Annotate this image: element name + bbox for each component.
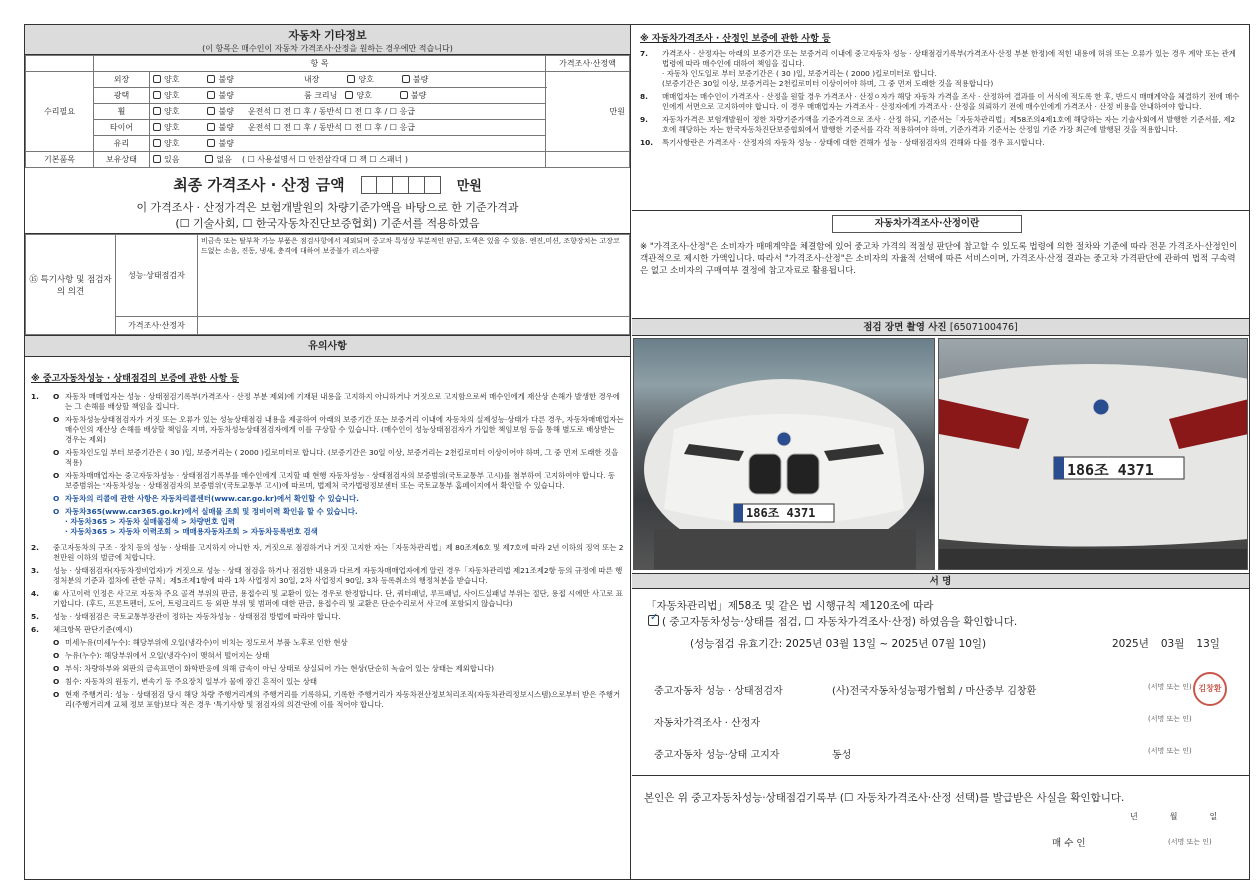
option-label: 불량 xyxy=(218,107,234,116)
date-month: 03월 xyxy=(1160,638,1185,650)
item-text: 매매업자는 매수인이 가격조사 · 산정을 원할 경우 가격조사 · 산정ㅇ자가 해당 자동차 가격을 조사 · 산정하여 결과를 이 서식에 적도록 한 후, 반드시 매매계약을 체결하기 전에 매수인에게 서면으로 고지하여야 합니다. 이 경우 매매업자는 가격조사 · 산정자에게 가격조사 · 산정을 의뢰하기 전에 매수인에게 가격조사 · 산정 비용을 안내하여야 합니다. xyxy=(662,92,1240,111)
bullet-text: 자동차의 리콜에 관한 사항은 자동차리콜센터(www.car.go.kr)에서 확인할 수 있습니다. xyxy=(65,494,359,503)
final-desc-1: 이 가격조사 · 산정가격은 보험개발원의 차량기준가액을 바탕으로 한 기준가격과 xyxy=(136,201,519,214)
photo-id: [6507100476] xyxy=(949,322,1018,333)
item-number: 9. xyxy=(640,115,648,124)
pricer-warranty-section xyxy=(632,25,1249,148)
price-header: 가격조사·산정액 xyxy=(546,56,630,72)
basic-state-label: 보유상태 xyxy=(94,152,150,168)
signer-row xyxy=(654,714,1244,729)
item-number: 3. xyxy=(31,566,39,575)
bullet: O 자동차 매매업자는 성능 · 상태점검기록부(가격조사 · 산정 부분 제외)에 기재된 내용을 고지하지 아니하거나 거짓으로 고지함으로써 매수인에게 재산상 손해가 발생한 경우에는 그 손해를 배상할 책임을 집니다. xyxy=(53,392,624,412)
signer-row xyxy=(654,746,1244,761)
item-header: 항 목 xyxy=(94,56,546,72)
car-front-illustration xyxy=(634,339,935,570)
repair-row xyxy=(150,136,546,152)
bullet: O 자동차인도일 부터 보증기간은 ( 30 )일, 보증거리는 ( 2000 )킬로미터로 합니다. (보증기간은 30일 이상, 보증거리는 2천킬로미터 이상이어야 하며, 그 중 먼저 도래한 것을 적용) xyxy=(53,448,624,468)
repair-table xyxy=(25,55,630,168)
item-text: 특기사항란은 가격조사 · 산정자의 자동차 성능 · 상태에 대한 견해가 성능 · 상태점검자의 견해와 다를 경우 표시합니다. xyxy=(662,138,1045,147)
notice-item xyxy=(640,138,1241,148)
special-notes-label: ⑮ 특기사항 및 점검자의 의견 xyxy=(26,235,116,335)
notice-item xyxy=(31,543,624,563)
item-text: 가격조사 · 산정자는 아래의 보증기간 또는 보증거리 이내에 중고자동차 성능 · 상태점검기록부(가격조사·산정 부분 한정)에 적힌 내용에 허위 또는 오류가 있는 경우 계약 또는 관계법령에 따라 매수인에 대하여 책임을 집니다. · 자동차 인도일로 부터 보증기간은 ( 30 )일, 보증거리는 ( 2000 )킬로미터로 합니다. (보증기간은 30일 이상, 보증거리는 2천킬로미터 이상이어야 하며, 그 중 먼저 도래한 것을 적용합니다) xyxy=(662,49,1236,88)
option-label: 불량 xyxy=(218,91,234,100)
pricing-definition-text: ※ "가격조사·산정"은 소비자가 매매계약을 체결함에 있어 중고차 가격의 적절성 판단에 참고할 수 있도록 법령에 의한 절차와 기준에 따라 전문 가격조사·산정인이 객관적으로 제시한 가액입니다. 따라서 "가격조사·산정"은 소비자의 자율적 선택에 따른 서비스이며, 가격조사·산정 결과는 중고차 가격판단에 관하여 법적 구속력은 없고 소비자의 구매여부 결정에 참고자료로 활용됩니다. xyxy=(640,242,1238,276)
notice-item xyxy=(31,612,624,622)
notice-body xyxy=(25,357,630,718)
repair-row xyxy=(150,104,546,120)
other-info-header xyxy=(25,25,630,55)
pricer-label: 가격조사·산정자 xyxy=(116,317,198,335)
item-number: 8. xyxy=(640,92,648,101)
repair-label: 수리필요 xyxy=(26,72,94,152)
basic-items: ( ☐ 사용설명서 ☐ 안전삼각대 ☐ 잭 ☐ 스패너 ) xyxy=(241,155,408,164)
bullet-text: 자동차 매매업자는 성능 · 상태점검기록부(가격조사 · 산정 부분 제외)에 기재된 내용을 고지하지 아니하거나 거짓으로 고지함으로써 매수인에게 재산상 손해가 발생한 경우에는 그 손해를 배상할 책임을 집니다. xyxy=(65,392,620,411)
option-label: 불량 xyxy=(410,91,427,100)
item-text: 자동차가격은 보험개발원이 정한 차량기준가액을 기준가격으로 조사 · 산정 하되, 기준서는「자동차관리법」제58조의4제1호에 해당하는 자는 기술사회에서 발행한 기준서를, 제2호에 해당하는 자는 한국자동차진단보증협회에서 발행한 기준서를 각각 적용하여야 하며, 기준가격과 기준서는 산정일 기준 가장 최근에 발행된 것을 적용합니다. xyxy=(662,115,1236,134)
bullet-text: 자동차인도일 부터 보증기간은 ( 30 )일, 보증거리는 ( 2000 )킬로미터로 합니다. (보증기간은 30일 이상, 보증거리는 2천킬로미터 이상이어야 하며, 그 중 먼저 도래한 것을 적용) xyxy=(65,448,619,467)
option-label: 양호 xyxy=(164,107,180,116)
special-notes-table xyxy=(25,234,630,335)
bullet-text: 부식: 차량하부와 외판의 금속표면이 화학반응에 의해 금속이 아닌 상태로 상실되어 가는 현상(단순히 녹슬어 있는 상태는 제외합니다) xyxy=(65,664,495,673)
date-year: 2025년 xyxy=(1112,638,1149,650)
bullet-text: 현재 주행거리: 성능 · 상태점검 당시 해당 차량 주행거리계의 주행거리를 기록하되, 기록한 주행거리가 자동차전산정보처리조직(자동차관리정보시스템)으로부터 받은 주행거리(주행거리계 교체 정보 포함)보다 적은 경우 '특기사항 및 점검자의 의견'란에 이를 적어야 합니다. xyxy=(65,690,621,709)
checkbox[interactable] xyxy=(207,123,215,131)
item-number: 4. xyxy=(31,589,39,598)
inspector-label: 성능·상태점검자 xyxy=(116,235,198,317)
notice-item xyxy=(31,589,624,609)
part-label: 유리 xyxy=(94,136,150,152)
bullet: O 자동차성능상태점검자가 거짓 또는 오류가 있는 성능상태점검 내용을 제공하여 아래의 보증기간 또는 보증거리 이내에 자동차의 실제성능·상태가 다른 경우, 자동차매매업자는 매수인의 재산상 손해를 배상할 책임을 지며, 자동차성능상태점검자에게 이를 구상할 수 있습니다. (매수인이 성능상태점검자가 가입한 책임보험 등을 통해 별도로 배상받는 경우는 제외) xyxy=(53,415,624,444)
option-label: 불량 xyxy=(218,75,234,84)
sign-date xyxy=(1112,636,1220,651)
final-price-unit: 만원 xyxy=(456,179,482,194)
part-label: 내장 xyxy=(303,75,320,84)
bullet-text: 침수: 자동차의 원동기, 변속기 등 주요장치 일부가 물에 잠긴 흔적이 있는 상태 xyxy=(65,677,318,686)
final-desc-2: (☐ 기술사회, ☐ 한국자동차진단보증협회) 기준서를 적용하였음 xyxy=(175,217,480,230)
unit-won: 만원 xyxy=(609,107,625,116)
pricing-definition-title: 자동차가격조사·산정이란 xyxy=(832,215,1022,233)
checkbox[interactable] xyxy=(153,123,161,131)
bullet-text: 자동차365(www.car365.go.kr)에서 실매물 조회 및 정비이력 확인을 할 수 있습니다. · 자동차365 > 자동차 실매물검색 > 차량번호 입력 · 자동차365 > 자동차 이력조회 > 매매용자동차조회 > 자동차등록번호 검색 xyxy=(65,507,358,536)
inspection-checkbox[interactable]: ✓ xyxy=(648,615,659,626)
option-label: 양호 xyxy=(164,123,180,132)
item-text: 성능 · 상태점검은 국토교통부장관이 정하는 자동차성능 · 상태점검 방법에 따라야 합니다. xyxy=(53,612,341,621)
item-text: ⑥ 사고이력 인정은 사고로 자동차 주요 골격 부위의 판금, 용접수리 및 교환이 있는 경우로 한정합니다. 단, 쿼터패널, 루프패널, 사이드실패널 부위는 절단, 용접 시에만 사고로 표기합니다. (후드, 프론트펜더, 도어, 트렁크리드 등 외판 부위 및 범퍼에 대한 판금, 용접수리 및 교환은 단순수리로서 사고에 포함되지 않습니다) xyxy=(53,589,623,608)
confirm-year: 년 xyxy=(1130,812,1138,821)
item-number: 6. xyxy=(31,625,39,634)
checkbox[interactable] xyxy=(205,155,213,163)
front-plate: 186조 4371 xyxy=(746,506,816,520)
rear-plate: 186조 4371 xyxy=(1067,461,1154,479)
photo-header xyxy=(632,318,1249,336)
signer-sig: (서명 또는 인) xyxy=(1148,715,1192,723)
other-info-title: 자동차 기타정보 xyxy=(288,29,367,42)
item-number: 2. xyxy=(31,543,39,552)
final-price-title: 최종 가격조사 · 산정 금액 xyxy=(173,176,345,194)
bullet: O 미세누유(미세누수): 해당부위에 오일(냉각수)이 비치는 정도로서 부품 노후로 인한 현상 xyxy=(53,638,348,647)
repair-price-cell xyxy=(546,72,630,152)
option-label: 양호 xyxy=(164,75,180,84)
option-label: 없음 xyxy=(216,155,232,164)
buyer-sig[interactable]: (서명 또는 인) xyxy=(1168,838,1212,846)
left-column xyxy=(25,25,631,879)
option-label: 양호 xyxy=(164,139,180,148)
notice-item xyxy=(31,392,624,540)
checkbox[interactable] xyxy=(207,75,215,83)
part-label: 광택 xyxy=(94,88,150,104)
item-number: 5. xyxy=(31,612,39,621)
car-front-photo xyxy=(633,338,935,570)
confirm-day: 일 xyxy=(1209,812,1218,821)
date-day: 13일 xyxy=(1196,638,1220,650)
signer-sig: (서명 또는 인) xyxy=(1148,747,1192,755)
pricing-definition-box xyxy=(632,210,1249,302)
sign-line-2-text: ( 중고자동차성능·상태를 점검, ☐ 자동차가격조사·산정) 하였음을 확인합니다. xyxy=(662,616,1018,628)
buyer-confirm: 본인은 위 중고자동차성능·상태점검기록부 (☐ 자동차가격조사·산정 선택)를 발급받은 사실을 확인합니다. xyxy=(644,792,1125,804)
bullet: O 누유(누수): 해당부위에서 오일(냉각수)이 맺혀서 떨어지는 상태 xyxy=(53,651,270,660)
option-label: 양호 xyxy=(356,91,372,100)
photo-title: 점검 장면 촬영 사진 xyxy=(863,322,947,333)
position-options: 운전석 ☐ 전 ☐ 후 / 동반석 ☐ 전 ☐ 후 / ☐ 응급 xyxy=(247,123,415,132)
signer-sig: (서명 또는 인) xyxy=(1148,683,1192,691)
option-label: 불량 xyxy=(218,123,234,132)
bullet-text: 자동차매매업자는 중고자동차성능 · 상태점검기록부를 매수인에게 고지할 때 현행 자동차성능 · 상태점검자의 보증범위(국토교통부 고시)를 첨부하여 고지하여야 합니다. 동 보증범위는 '자동차성능 · 상태점검자의 보증범위'(국토교통부 고시)에 따르며, 법제처 국가법령정보센터 또는 국토교통부 홈페이지에서 확인할 수 있습니다. xyxy=(65,471,616,490)
buyer-label: 매 수 인 xyxy=(1052,838,1086,849)
notice-item xyxy=(31,625,624,713)
checkbox[interactable] xyxy=(153,75,161,83)
item-number: 10. xyxy=(640,138,654,147)
option-label: 양호 xyxy=(358,75,374,84)
checkbox[interactable] xyxy=(402,75,410,83)
bullet: O 자동차365(www.car365.go.kr)에서 실매물 조회 및 정비이력 확인을 할 수 있습니다. · 자동차365 > 자동차 실매물검색 > 차량번호 입력 · 자동차365 > 자동차 이력조회 > 매매용자동차조회 > 자동차등록번호 검색 xyxy=(53,507,358,536)
final-price-row xyxy=(25,174,630,195)
part-label: 외장 xyxy=(94,72,150,88)
option-label: 있음 xyxy=(164,155,180,164)
bullet: O 부식: 차량하부와 외판의 금속표면이 화학반응에 의해 금속이 아닌 상태로 상실되어 가는 현상(단순히 녹슬어 있는 상태는 제외합니다) xyxy=(53,664,495,673)
confirm-date xyxy=(1130,811,1217,822)
basic-row xyxy=(150,152,546,168)
option-label: 불량 xyxy=(218,139,234,148)
final-price-section xyxy=(25,168,630,234)
checkbox[interactable] xyxy=(345,91,353,99)
final-price-boxes[interactable] xyxy=(361,176,441,194)
signature-title: 서 명 xyxy=(632,573,1249,589)
car-rear-photo xyxy=(938,338,1248,570)
notice-title: 유의사항 xyxy=(25,335,630,357)
confirm-month: 월 xyxy=(1169,812,1178,821)
right-column xyxy=(632,25,1249,879)
bullet-text: 누유(누수): 해당부위에서 오일(냉각수)이 맺혀서 떨어지는 상태 xyxy=(65,651,270,660)
checkbox[interactable] xyxy=(207,139,215,147)
item-number: 1. xyxy=(31,392,39,401)
notice-item xyxy=(640,92,1241,112)
signer-name: 동성 xyxy=(832,750,852,761)
bullet-text: 자동차성능상태점검자가 거짓 또는 오류가 있는 성능상태점검 내용을 제공하여 아래의 보증기간 또는 보증거리 이내에 자동차의 실제성능·상태가 다른 경우, 자동차매매업자는 매수인의 재산상 손해를 배상할 책임을 지며, 자동차성능상태점검자에게 이를 구상할 수 있습니다. (매수인이 성능상태점검자가 가입한 책임보험 등을 통해 별도로 배상받는 경우는 제외) xyxy=(65,415,624,444)
warranty-title: ※ 중고자동차성능 · 상태점검의 보증에 관한 사항 등 xyxy=(31,374,239,384)
divider xyxy=(632,775,1249,776)
car-rear-illustration xyxy=(939,339,1248,570)
validity-period: (성능점검 유효기간: 2025년 03월 13일 ~ 2025년 07월 10일) xyxy=(690,638,987,650)
part-label: 휠 xyxy=(94,104,150,120)
sign-line-1: 「자동차관리법」제58조 및 같은 법 시행규칙 제120조에 따라 xyxy=(646,600,934,612)
signer-row xyxy=(654,682,1244,697)
signer-label: 중고자동차 성능 · 상태점검자 xyxy=(654,686,783,697)
bullet: O 침수: 자동차의 원동기, 변속기 등 주요장치 일부가 물에 잠긴 흔적이 있는 상태 xyxy=(53,677,318,686)
item-text: 성능 · 상태점검자(자동차정비업자)가 거짓으로 성능 · 상태 점검을 하거나 점검한 내용과 다르게 자동차매매업자에게 알린 경우「자동차관리법 제21조제2항 등의 규정에 따른 행정처분의 기준과 절차에 관한 규칙」제5조제1항에 따라 1차 사업정지 30일, 2차 사업정지 90일, 3차 등록취소의 행정처분을 받습니다. xyxy=(53,566,623,585)
item-title: 체크항목 판단기준(예시) xyxy=(53,625,133,634)
signer-name: (사)전국자동차성능평가협회 / 마산중부 김창환 xyxy=(832,686,1037,697)
notice-item xyxy=(31,566,624,586)
bullet: O 자동차의 리콜에 관한 사항은 자동차리콜센터(www.car.go.kr)에서 확인할 수 있습니다. xyxy=(53,494,359,503)
item-number: 7. xyxy=(640,49,648,58)
checkbox[interactable] xyxy=(153,91,161,99)
repair-row xyxy=(150,72,546,88)
repair-row xyxy=(150,88,546,104)
checkbox[interactable] xyxy=(207,91,215,99)
bullet-text: 미세누유(미세누수): 해당부위에 오일(냉각수)이 비치는 정도로서 부품 노후로 인한 현상 xyxy=(65,638,348,647)
pricer-warranty-title: ※ 자동차가격조사 · 산정인 보증에 관한 사항 등 xyxy=(640,34,831,44)
bullet: O 자동차매매업자는 중고자동차성능 · 상태점검기록부를 매수인에게 고지할 때 현행 자동차성능 · 상태점검자의 보증범위(국토교통부 고시)를 첨부하여 고지하여야 합니다. 동 보증범위는 '자동차성능 · 상태점검자의 보증범위'(국토교통부 고시)에 따르며, 법제처 국가법령정보센터 또는 국토교통부 홈페이지에서 확인할 수 있습니다. xyxy=(53,471,624,491)
seal-stamp: 김창환 xyxy=(1193,672,1227,706)
inspector-opinion: 비금속 또는 탈부착 가능 부품은 점검사항에서 제외되며 중고차 특성상 부분적인 판금, 도색은 있을 수 있음. 엔진,미션, 조향장치는 고장코드없는 소음, 진동, 냉새, 충격에 대하여 보증불가 리스차량 xyxy=(198,235,630,317)
option-label: 불량 xyxy=(412,75,429,84)
pricer-opinion[interactable] xyxy=(198,317,630,335)
part-label: 타이어 xyxy=(94,120,150,136)
notice-item xyxy=(640,49,1241,89)
notice-item xyxy=(640,115,1241,135)
basic-label: 기본품목 xyxy=(26,152,94,168)
item-body xyxy=(53,625,624,713)
option-label: 양호 xyxy=(164,91,180,100)
repair-row xyxy=(150,120,546,136)
checkbox[interactable] xyxy=(153,107,161,115)
checkbox[interactable] xyxy=(207,107,215,115)
checkbox[interactable] xyxy=(347,75,355,83)
signer-label: 자동차가격조사 · 산정자 xyxy=(654,718,761,729)
item-body xyxy=(53,392,624,540)
bullet: O 현재 주행거리: 성능 · 상태점검 당시 해당 차량 주행거리계의 주행거리를 기록하되, 기록한 주행거리가 자동차전산정보처리조직(자동차관리정보시스템)으로부터 받은 주행거리(주행거리계 교체 정보 포함)보다 적은 경우 '특기사항 및 점검자의 의견'란에 이를 적어야 합니다. xyxy=(53,690,624,710)
checkbox[interactable] xyxy=(400,91,408,99)
checkbox[interactable] xyxy=(153,139,161,147)
checkbox[interactable] xyxy=(153,155,161,163)
item-text: 중고자동차의 구조 · 장치 등의 성능 · 상태를 고지하지 아니한 자, 거짓으로 점검하거나 거짓 고지한 자는「자동차관리법」제 80조제6호 및 제7호에 따라 2년 이하의 징역 또는 2천만원 이하의 벌금에 처합니다. xyxy=(53,543,624,562)
part-label: 룸 크리닝 xyxy=(303,91,338,100)
position-options: 운전석 ☐ 전 ☐ 후 / 동반석 ☐ 전 ☐ 후 / ☐ 응급 xyxy=(247,107,415,116)
signer-label: 중고자동차 성능·상태 고지자 xyxy=(654,750,780,761)
inspection-form xyxy=(24,24,1250,880)
other-info-subtitle: (이 항목은 매수인이 자동차 가격조사·산정을 원하는 경우에만 적습니다) xyxy=(202,44,453,53)
sign-line-2 xyxy=(648,614,1017,629)
